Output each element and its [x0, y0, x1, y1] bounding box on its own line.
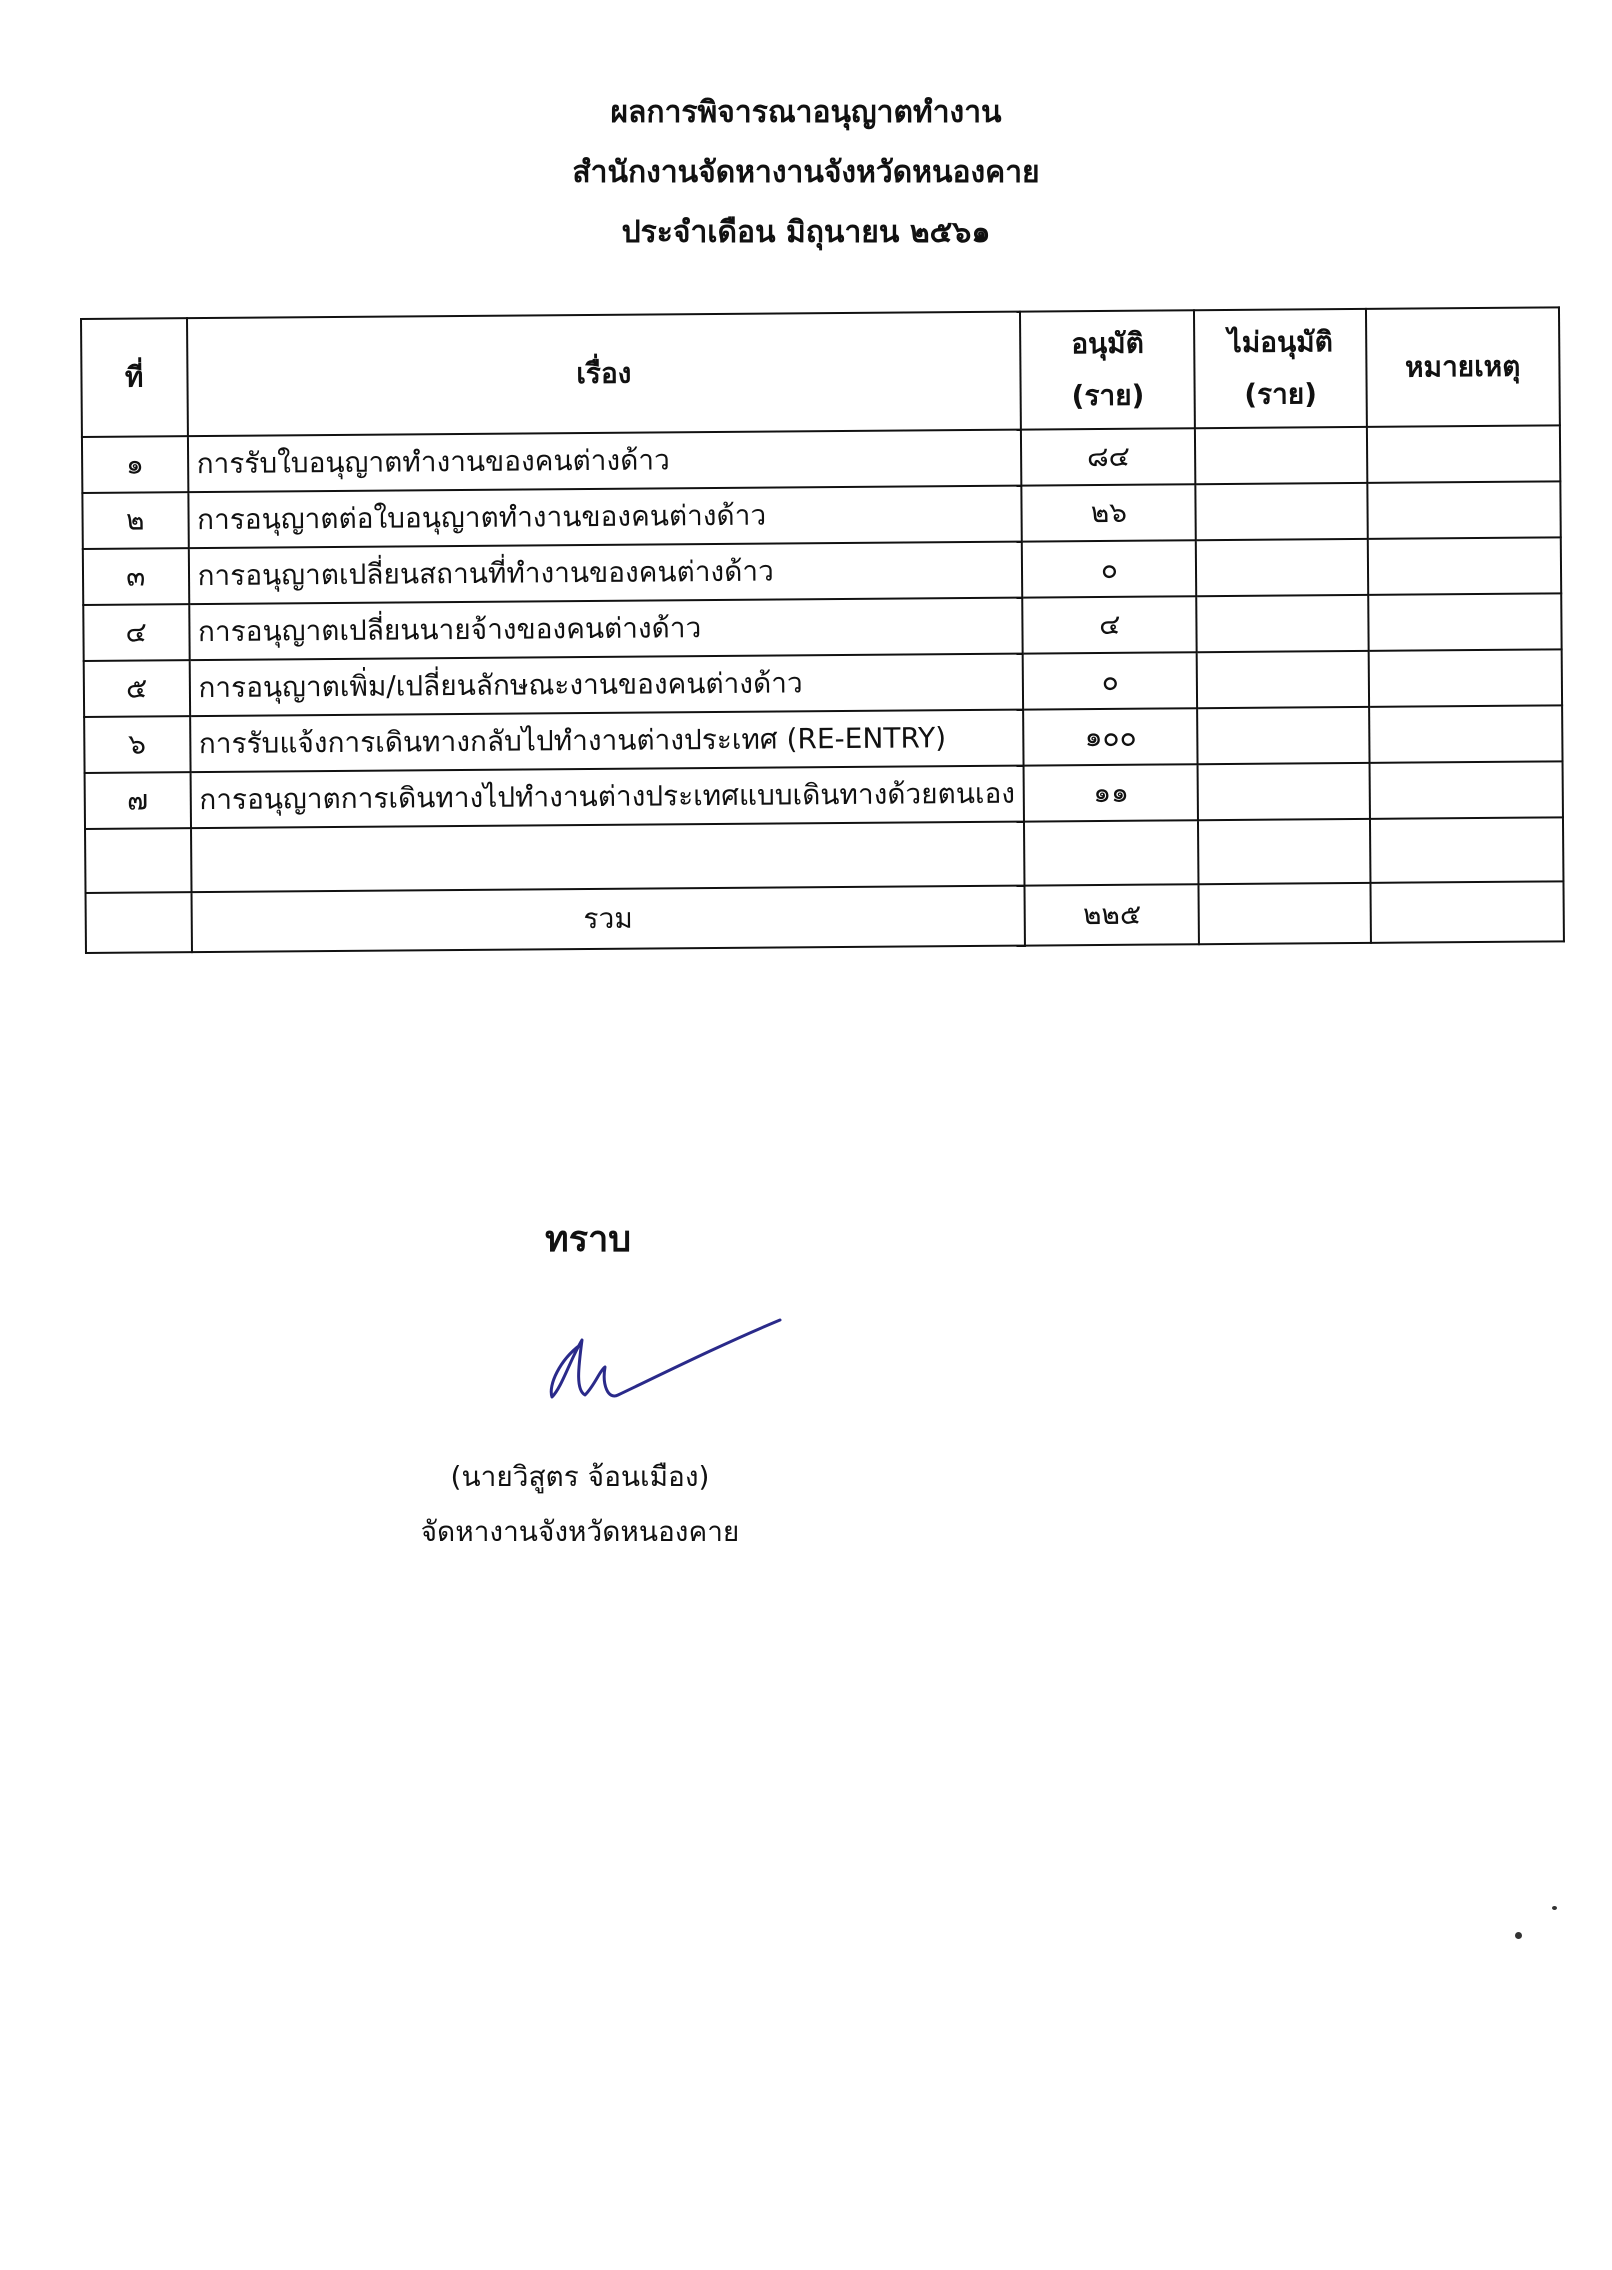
row-remark: [1367, 481, 1561, 539]
row-subject: การรับใบอนุญาตทำงานของคนต่างด้าว: [187, 430, 1021, 493]
office-name: สำนักงานจัดหางานจังหวัดหนองคาย: [572, 155, 1040, 190]
row-approved: ๑๐๐: [1023, 708, 1198, 765]
row-no: ๑: [82, 436, 188, 493]
table-total-row: [86, 881, 1564, 953]
total-rejected: [1199, 883, 1371, 944]
table-row-blank: [85, 817, 1563, 893]
row-subject: การอนุญาตเพิ่ม/เปลี่ยนลักษณะงานของคนต่างด้าว: [189, 654, 1023, 717]
header-rejected-unit: (ราย): [1244, 377, 1318, 411]
row-rejected: [1198, 707, 1370, 764]
row-approved: ๔: [1022, 596, 1197, 653]
document-title: ผลการพิจารณาอนุญาตทำงาน: [610, 95, 1002, 130]
row-remark: [1368, 593, 1562, 651]
total-label: รวม: [191, 886, 1025, 953]
table-header-row: [81, 307, 1560, 437]
header-approved: [1020, 310, 1195, 429]
row-no: ๔: [83, 604, 189, 661]
row-subject: การอนุญาตเปลี่ยนสถานที่ทำงานของคนต่างด้าว: [188, 542, 1022, 605]
row-no: ๒: [82, 492, 188, 549]
header-rejected-label: ไม่อนุมัติ: [1227, 325, 1333, 359]
row-rejected: [1195, 427, 1367, 484]
blank-cell: [85, 828, 191, 893]
signer-title: จัดหางานจังหวัดหนองคาย: [420, 1515, 740, 1548]
row-remark: [1368, 649, 1562, 707]
row-remark: [1367, 537, 1561, 595]
row-rejected: [1196, 539, 1368, 596]
row-rejected: [1197, 651, 1369, 708]
row-rejected: [1196, 483, 1368, 540]
row-rejected: [1198, 763, 1370, 820]
signer-name: (นายวิสูตร จ้อนเมือง): [450, 1460, 710, 1493]
work-permit-table: [80, 306, 1565, 954]
total-remark: [1370, 881, 1564, 943]
header-rejected: [1194, 309, 1366, 428]
row-remark: [1369, 705, 1563, 763]
speck: [1552, 1906, 1557, 1910]
blank-cell: [1370, 817, 1564, 883]
header-no: ที่: [81, 318, 187, 437]
row-subject: การรับแจ้งการเดินทางกลับไปทำงานต่างประเทศ (RE-ENTRY): [190, 710, 1024, 773]
row-remark: [1366, 425, 1560, 483]
row-remark: [1369, 761, 1563, 819]
row-no: ๓: [83, 548, 189, 605]
row-no: ๗: [85, 772, 191, 829]
blank-cell: [1198, 819, 1370, 884]
header-subject: เรื่อง: [187, 312, 1022, 437]
speck: [1515, 1932, 1522, 1939]
header-remark: หมายเหตุ: [1366, 307, 1560, 427]
row-rejected: [1197, 595, 1369, 652]
total-approved: ๒๒๕: [1025, 884, 1200, 945]
blank-cell: [1024, 820, 1199, 885]
acknowledgement-label: ทราบ: [545, 1219, 632, 1260]
report-period: ประจำเดือน มิถุนายน ๒๕๖๑: [621, 215, 991, 250]
row-subject: การอนุญาตเปลี่ยนนายจ้างของคนต่างด้าว: [189, 598, 1023, 661]
total-no-cell: [86, 892, 192, 953]
row-approved: ๘๔: [1021, 428, 1196, 485]
row-approved: ๐: [1023, 652, 1198, 709]
row-approved: ๑๑: [1024, 764, 1199, 821]
header-approved-unit: (ราย): [1071, 378, 1145, 413]
blank-cell: [191, 822, 1025, 893]
row-no: ๕: [84, 660, 190, 717]
header-approved-label: อนุมัติ: [1071, 326, 1145, 361]
row-subject: การอนุญาตการเดินทางไปทำงานต่างประเทศแบบเดินทางด้วยตนเอง: [190, 766, 1024, 829]
row-subject: การอนุญาตต่อใบอนุญาตทำงานของคนต่างด้าว: [188, 486, 1022, 549]
signature-image: [540, 1315, 790, 1415]
row-no: ๖: [84, 716, 190, 773]
row-approved: ๒๖: [1022, 484, 1197, 541]
row-approved: ๐: [1022, 540, 1197, 597]
